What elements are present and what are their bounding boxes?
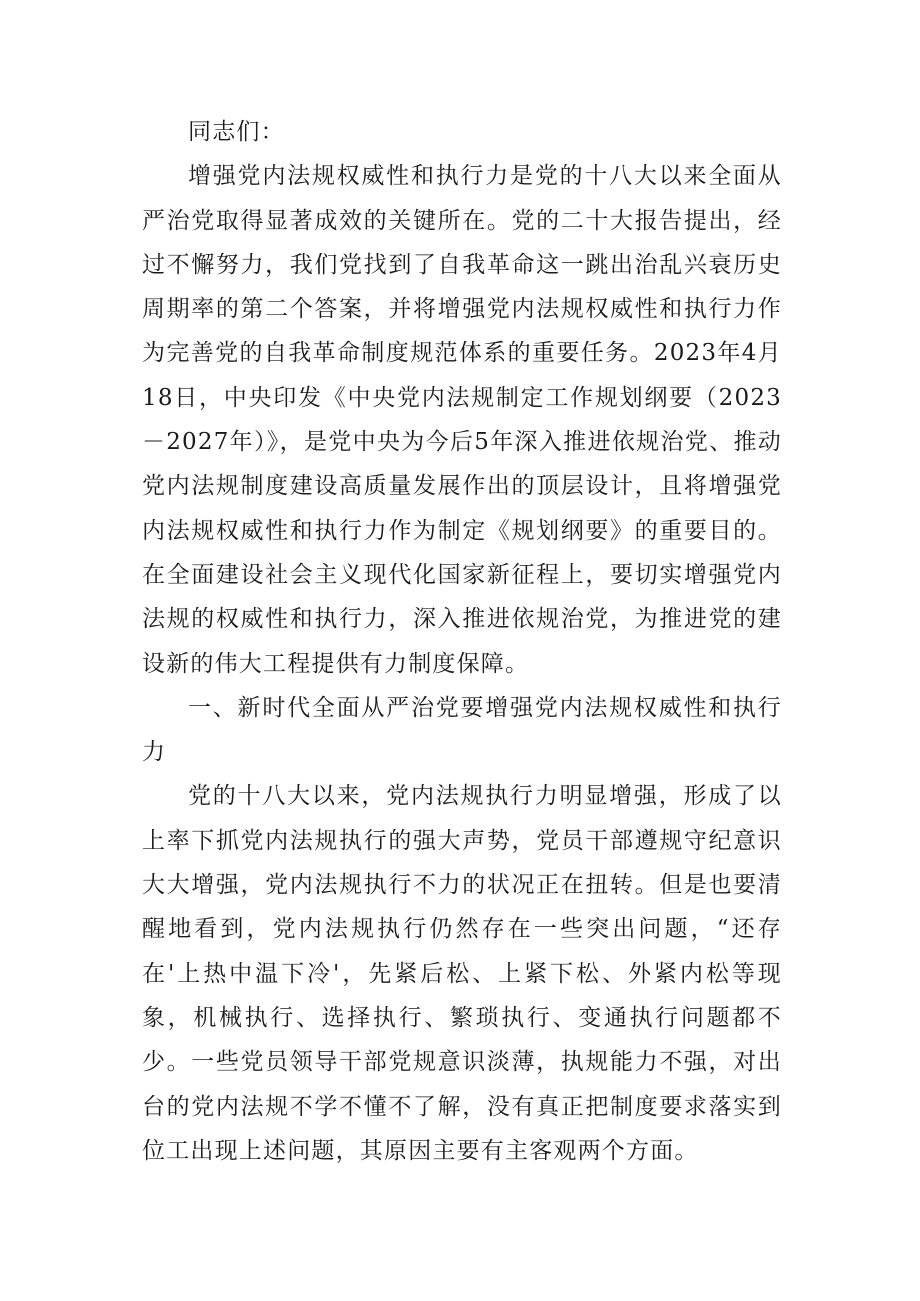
paragraph-section-1: 党的十八大以来，党内法规执行力明显增强，形成了以上率下抓党内法规执行的强大声势，党员干部遵规守纪意识大大增强，党内法规执行不力的状况正在扭转。但是也要清醒地看到，党内法规执行仍然存在一些突出问题，“还存在'上热中温下冷'，先紧后松、上紧下松、外紧内松等现象，机械执行、选择执行、繁琐执行、变通执行问题都不少。一些党员领导干部党规意识淡薄，执规能力不强，对出台的党内法规不学不懂不了解，没有真正把制度要求落实到位工出现上述问题，其原因主要有主客观两个方面。 <box>142 783 782 1164</box>
greeting: 同志们： <box>188 119 285 145</box>
section-heading-1: 一、新时代全面从严治党要增强党内法规权威性和执行力 <box>142 694 782 766</box>
paragraph-intro: 增强党内法规权威性和执行力是党的十八大以来全面从严治党取得显著成效的关键所在。党的二十大报告提出，经过不懈努力，我们党找到了自我革命这一跳出治乱兴衰历史周期率的第二个答案，并将增强党内法规权威性和执行力作为完善党的自我革命制度规范体系的重要任务。2023年4月18日，中央印发《中央党内法规制定工作规划纲要（2023－2027年）》，是党中央为今后5年深入推进依规治党、推动党内法规制度建设高质量发展作出的顶层设计，且将增强党内法规权威性和执行力作为制定《规划纲要》的重要目的。在全面建设社会主义现代化国家新征程上，要切实增强党内法规的权威性和执行力，深入推进依规治党，为推进党的建设新的伟大工程提供有力制度保障。 <box>142 163 782 677</box>
document-body <box>142 110 782 1173</box>
